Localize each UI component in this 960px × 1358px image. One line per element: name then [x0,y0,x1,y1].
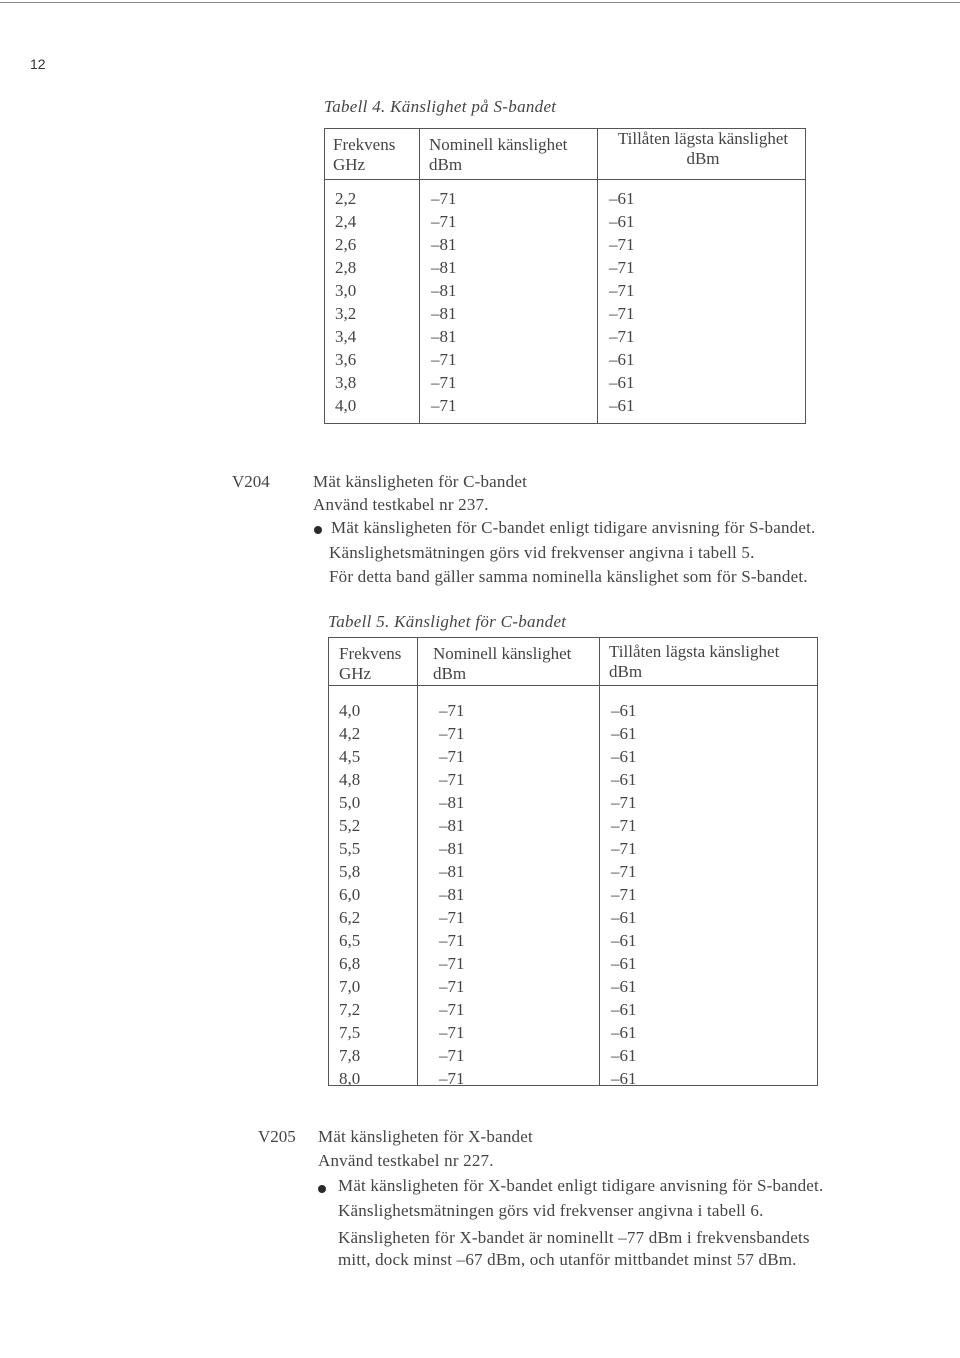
bullet-icon [314,526,322,534]
table-cell: 4,5 [339,747,361,766]
table4-header-frekvens [333,135,395,175]
table-cell: –71 [439,747,465,766]
table4-freq-column [335,187,356,417]
table-cell: –81 [439,839,465,858]
table4-header-nominell [429,135,567,175]
table-cell: –61 [611,977,637,996]
header-text: Frekvens [339,644,402,663]
table-cell: –81 [431,304,457,323]
table-cell: –71 [439,977,465,996]
bullet-icon [318,1185,326,1193]
table-cell: –71 [439,770,465,789]
table-cell: 2,8 [335,258,357,277]
table4-nominal-column [431,187,457,417]
table-cell: 5,2 [339,816,361,835]
table-cell: –81 [431,258,457,277]
table-cell: –71 [439,1023,465,1042]
table-cell: –61 [609,189,635,208]
table-cell: –61 [609,396,635,415]
table-cell: 4,8 [339,770,361,789]
table4 [324,128,806,424]
table-cell: 4,2 [339,724,361,743]
table-cell: –71 [609,258,635,277]
table-cell: –81 [431,235,457,254]
v204-bullet-text: Mät känsligheten för C-bandet enligt tidigare anvisning för S-bandet. [331,518,816,537]
header-text: dBm [429,155,463,174]
table-cell: –71 [431,396,457,415]
table-cell: 6,2 [339,908,361,927]
table-cell: 2,2 [335,189,357,208]
table5-divider-2 [599,638,600,1085]
table-cell: –71 [609,327,635,346]
v205-line3: Känsligheten för X-bandet är nominellt –77 dBm i frekvensbandets [338,1228,810,1247]
table-cell: –81 [439,885,465,904]
header-text: Tillåten lägsta känslighet [609,642,780,661]
table4-header-tillaten [605,129,801,169]
table-cell: 3,4 [335,327,357,346]
table-cell: –71 [439,1046,465,1065]
page-number: 12 [30,56,46,72]
table-cell: 3,0 [335,281,357,300]
table-cell: –61 [611,701,637,720]
table-cell: 2,4 [335,212,357,231]
v204-line2: Känslighetsmätningen görs vid frekvenser angivna i tabell 5. [329,543,755,562]
table-cell: –71 [431,212,457,231]
table-cell: –61 [611,724,637,743]
table-cell: –81 [439,816,465,835]
v204-cable: Använd testkabel nr 237. [313,495,489,514]
header-text: GHz [339,664,372,683]
table-cell: –71 [611,862,637,881]
v205-cable: Använd testkabel nr 227. [318,1151,494,1170]
table-cell: –71 [611,793,637,812]
table-cell: –71 [609,304,635,323]
table4-divider-1 [419,129,420,423]
table-cell: 4,0 [335,396,357,415]
table5 [328,637,818,1086]
table-cell: –81 [439,862,465,881]
table-cell: –61 [611,931,637,950]
table-cell: –71 [611,839,637,858]
table-cell: –61 [609,212,635,231]
table-cell: –81 [431,327,457,346]
table-cell: –71 [439,724,465,743]
section-code-v204: V204 [232,472,270,491]
table-cell: –61 [611,954,637,973]
v205-line4: mitt, dock minst –67 dBm, och utanför mittbandet minst 57 dBm. [338,1250,797,1269]
table5-freq-column [339,699,360,1090]
table-cell: –61 [611,1000,637,1019]
header-text: dBm [609,662,643,681]
table-cell: –71 [439,1000,465,1019]
table-cell: 3,2 [335,304,357,323]
table5-header-tillaten [609,642,779,682]
v204-line3: För detta band gäller samma nominella känslighet som för S-bandet. [329,567,808,586]
table-cell: 5,0 [339,793,361,812]
section-code-v205: V205 [258,1127,296,1146]
table-cell: 6,5 [339,931,361,950]
table5-divider-1 [417,638,418,1085]
header-text: Nominell känslighet [429,135,568,154]
table-cell: –61 [611,747,637,766]
table-cell: 8,0 [339,1069,361,1088]
table-cell: –61 [611,1023,637,1042]
table-cell: 4,0 [339,701,361,720]
header-text: Tillåten lägsta känslighet [617,129,789,148]
table-cell: –71 [439,1069,465,1088]
table-cell: –71 [611,816,637,835]
table-cell: 7,2 [339,1000,361,1019]
table-cell: –71 [439,908,465,927]
table-cell: –61 [611,908,637,927]
table-cell: 7,0 [339,977,361,996]
table-cell: –71 [439,954,465,973]
table5-nominal-column [439,699,465,1090]
table5-lowest-column [611,699,637,1090]
table4-lowest-column [609,187,635,417]
table-cell: –71 [439,931,465,950]
table-cell: 6,8 [339,954,361,973]
table-cell: –71 [609,235,635,254]
header-text: Frekvens [333,135,396,154]
header-text: GHz [333,155,366,174]
header-text: dBm [686,149,720,168]
table-cell: –71 [431,373,457,392]
table-cell: –71 [439,701,465,720]
table-cell: –61 [611,770,637,789]
table4-divider-2 [597,129,598,423]
v204-title: Mät känsligheten för C-bandet [313,472,527,491]
table-cell: –61 [611,1046,637,1065]
scan-top-edge [0,2,960,3]
table-cell: –61 [609,350,635,369]
table-cell: –81 [439,793,465,812]
table-cell: –61 [611,1069,637,1088]
table-cell: –81 [431,281,457,300]
table-cell: 2,6 [335,235,357,254]
table-cell: 5,8 [339,862,361,881]
table-cell: –71 [431,189,457,208]
table-cell: 3,8 [335,373,357,392]
header-text: Nominell känslighet [433,644,572,663]
table-cell: 6,0 [339,885,361,904]
table5-header-nominell [433,644,571,684]
table-cell: 7,5 [339,1023,361,1042]
table-cell: 3,6 [335,350,357,369]
v205-bullet-text: Mät känsligheten för X-bandet enligt tidigare anvisning för S-bandet. [338,1176,824,1195]
header-text: dBm [433,664,467,683]
table-cell: 5,5 [339,839,361,858]
table5-caption: Tabell 5. Känslighet för C-bandet [328,612,567,631]
table-cell: –61 [609,373,635,392]
table5-header-frekvens [339,644,401,684]
table-cell: –71 [431,350,457,369]
table-cell: 7,8 [339,1046,361,1065]
table4-caption: Tabell 4. Känslighet på S-bandet [324,97,557,116]
table-cell: –71 [611,885,637,904]
table-cell: –71 [609,281,635,300]
v205-line2: Känslighetsmätningen görs vid frekvenser angivna i tabell 6. [338,1201,764,1220]
v205-title: Mät känsligheten för X-bandet [318,1127,533,1146]
